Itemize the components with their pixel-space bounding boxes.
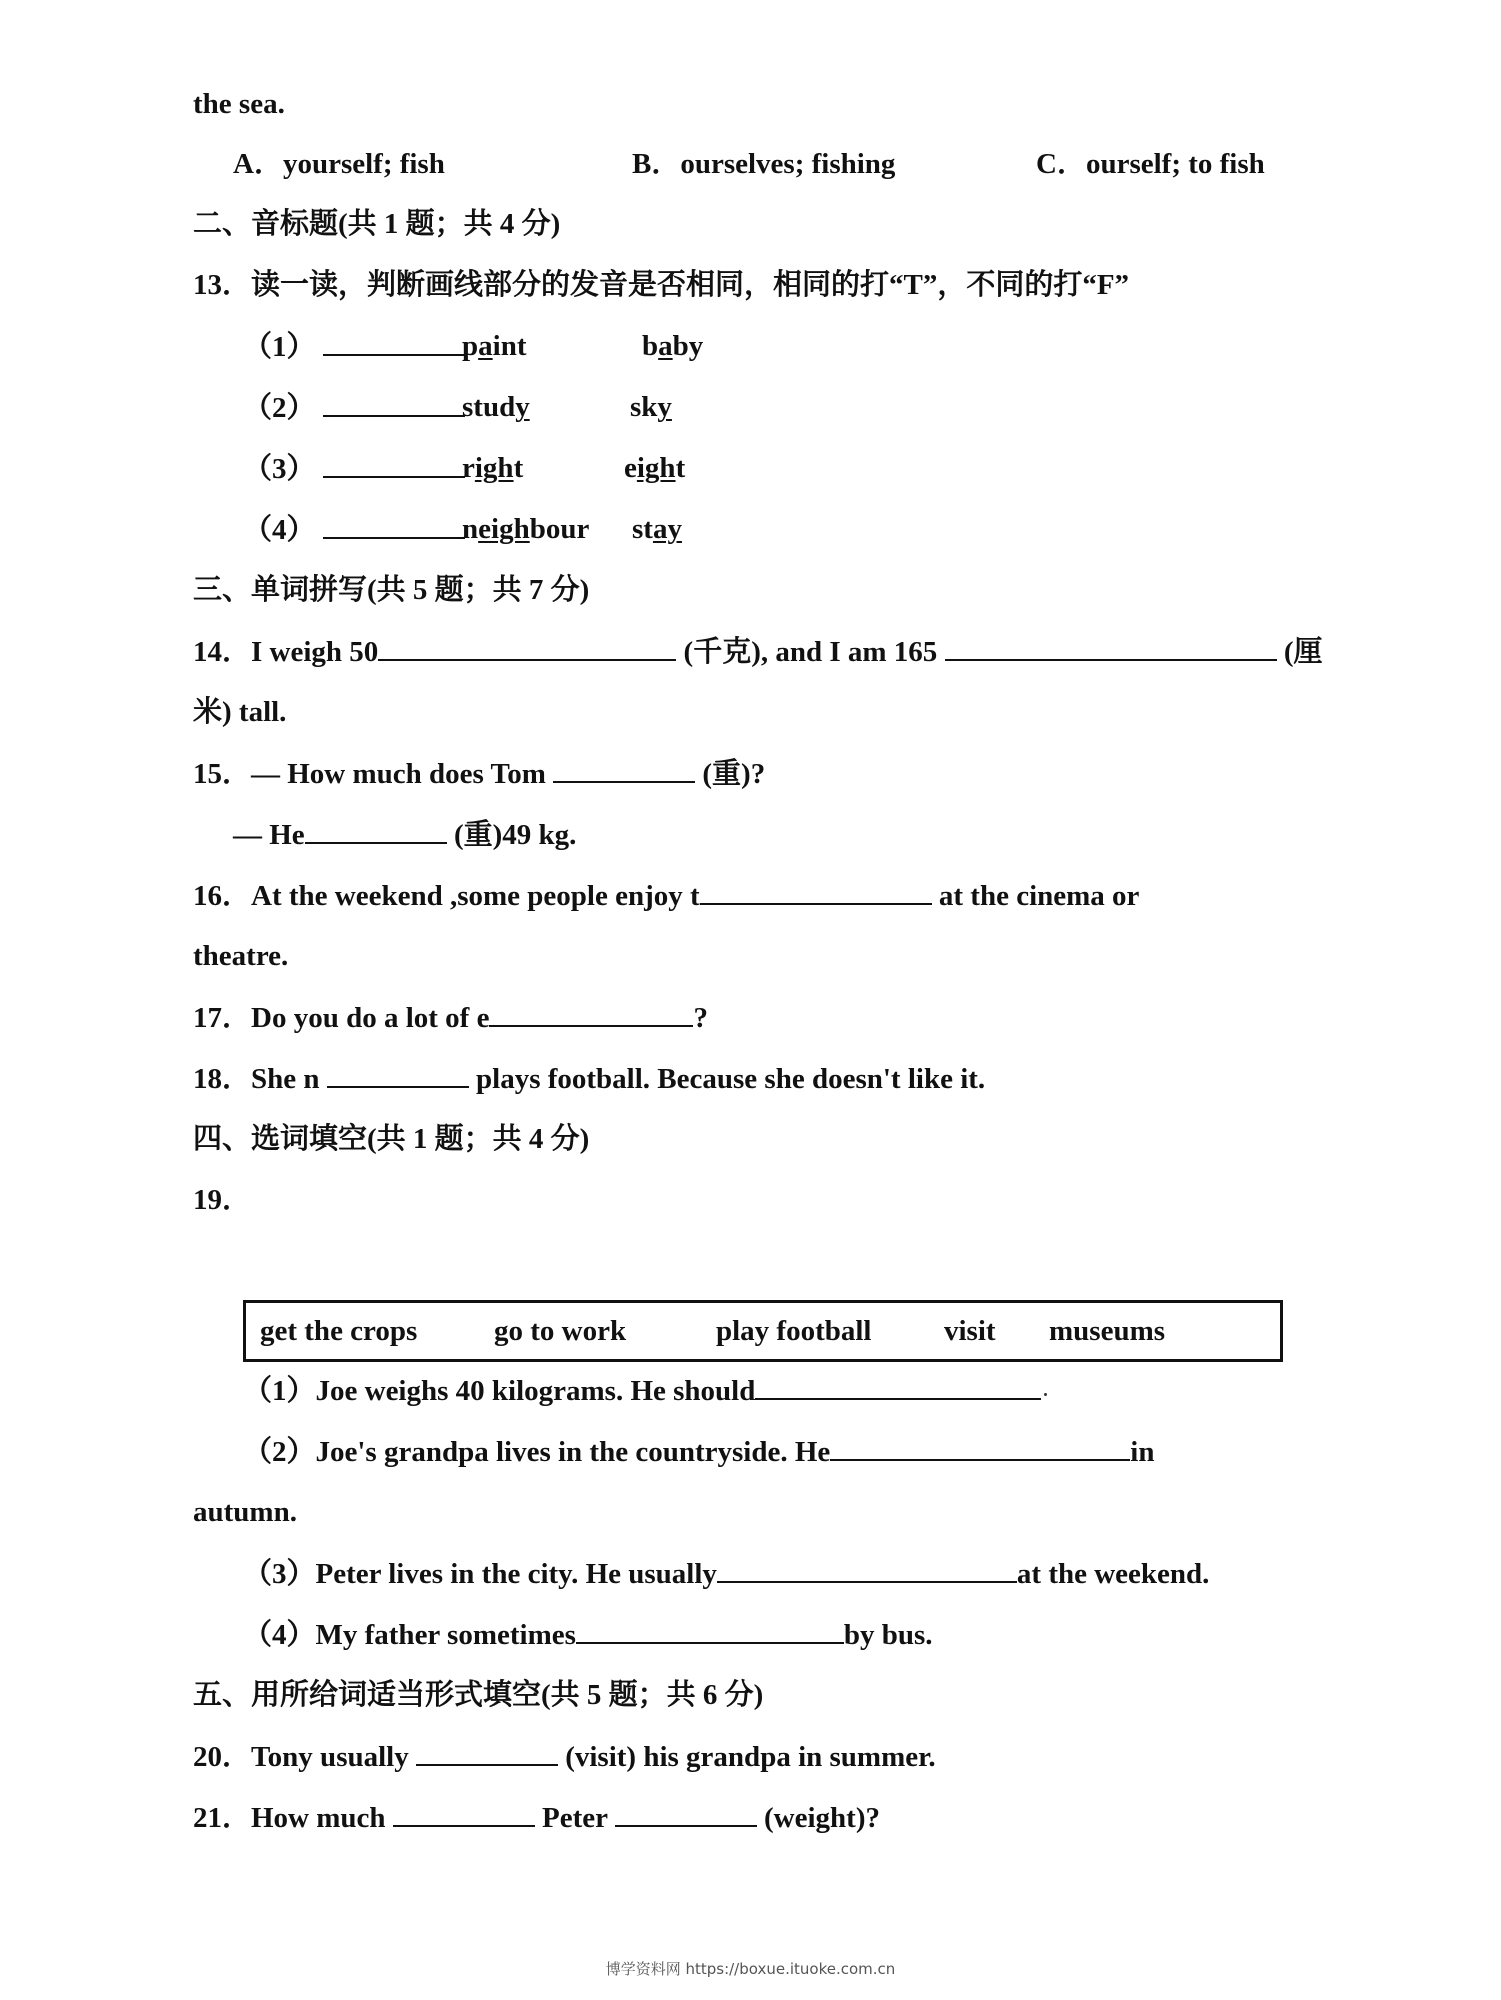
option-b: B．ourselves; fishing <box>632 148 896 180</box>
question-17: 17．Do you do a lot of e ? <box>193 999 708 1035</box>
question-19-sentence-2: （2）Joe's grandpa lives in the countryside. He in <box>243 1433 1154 1469</box>
answer-blank[interactable] <box>323 389 465 417</box>
answer-blank[interactable] <box>323 511 465 539</box>
word-bank-item: play football <box>716 1315 872 1347</box>
question-16: 16．At the weekend ,some people enjoy t at the cinema or <box>193 877 1139 913</box>
question-21: 21．How much Peter (weight)? <box>193 1799 880 1835</box>
answer-blank[interactable] <box>945 633 1277 661</box>
word-2: sky <box>630 391 672 423</box>
answer-blank[interactable] <box>576 1616 844 1644</box>
item-number: （4） <box>243 514 316 546</box>
question-14: 14．I weigh 50 (千克), and I am 165 (厘 <box>193 633 1322 669</box>
answer-blank[interactable] <box>755 1372 1041 1400</box>
word-1: neighbour <box>462 513 590 545</box>
section-5-title: 五、用所给词适当形式填空(共 5 题；共 6 分) <box>193 1679 764 1711</box>
question-13-item-3 <box>243 450 686 486</box>
answer-blank[interactable] <box>830 1433 1130 1461</box>
item-number: （1） <box>243 331 316 363</box>
answer-blank[interactable] <box>378 633 676 661</box>
answer-blank[interactable] <box>489 999 693 1027</box>
answer-blank[interactable] <box>327 1060 469 1088</box>
footer-watermark: 博学资料网 https://boxue.ituoke.com.cn <box>605 1960 896 1978</box>
section-2-title: 二、音标题(共 1 题；共 4 分) <box>193 208 561 240</box>
question-19-sentence-3: （3）Peter lives in the city. He usually at the weekend. <box>243 1555 1209 1591</box>
word-2: baby <box>642 330 704 362</box>
question-19-sentence-1: （1）Joe weighs 40 kilograms. He should <box>243 1372 1041 1408</box>
question-13-item-1 <box>243 328 704 364</box>
section-3-title: 三、单词拼写(共 5 题；共 7 分) <box>193 574 590 606</box>
answer-blank[interactable] <box>323 328 465 356</box>
scan-dot <box>1044 1393 1047 1396</box>
item-number: （2） <box>243 392 316 424</box>
word-2: stay <box>632 513 682 545</box>
answer-blank[interactable] <box>717 1555 1017 1583</box>
question-13-stem: 13．读一读，判断画线部分的发音是否相同，相同的打“T”，不同的打“F” <box>193 269 1130 301</box>
word-2: eight <box>624 452 686 484</box>
question-13-item-4 <box>243 511 682 547</box>
question-16-cont: theatre. <box>193 940 289 972</box>
question-19-sentence-2-cont: autumn. <box>193 1496 297 1528</box>
question-19-sentence-4: （4）My father sometimes by bus. <box>243 1616 933 1652</box>
question-13-item-2 <box>243 389 672 425</box>
word-bank-item: go to work <box>494 1315 627 1347</box>
word-1: right <box>462 452 524 484</box>
question-15: 15．— How much does Tom (重)? <box>193 755 765 791</box>
word-bank-item: get the crops <box>260 1315 418 1347</box>
word-bank-box <box>243 1300 1283 1362</box>
answer-blank[interactable] <box>416 1738 558 1766</box>
answer-blank[interactable] <box>305 816 447 844</box>
question-12-options <box>0 146 1501 182</box>
answer-blank[interactable] <box>553 755 695 783</box>
word-1: paint <box>462 330 527 362</box>
question-14-cont: 米) tall. <box>193 696 287 728</box>
answer-blank[interactable] <box>323 450 465 478</box>
word-bank-item: visit <box>944 1315 996 1347</box>
word-1: study <box>462 391 530 423</box>
question-12-tail: the sea. <box>193 88 285 120</box>
question-19-number: 19． <box>193 1184 252 1216</box>
option-a: A．yourself; fish <box>233 148 445 180</box>
word-bank-item: museums <box>1049 1315 1166 1347</box>
answer-blank[interactable] <box>393 1799 535 1827</box>
question-20: 20．Tony usually (visit) his grandpa in summer. <box>193 1738 936 1774</box>
question-18: 18．She n plays football. Because she doesn't like it. <box>193 1060 985 1096</box>
option-c: C．ourself; to fish <box>1036 148 1265 180</box>
section-4-title: 四、选词填空(共 1 题；共 4 分) <box>193 1123 590 1155</box>
item-number: （3） <box>243 453 316 485</box>
answer-blank[interactable] <box>700 877 932 905</box>
question-15-answer: — He (重)49 kg. <box>233 816 576 852</box>
answer-blank[interactable] <box>615 1799 757 1827</box>
